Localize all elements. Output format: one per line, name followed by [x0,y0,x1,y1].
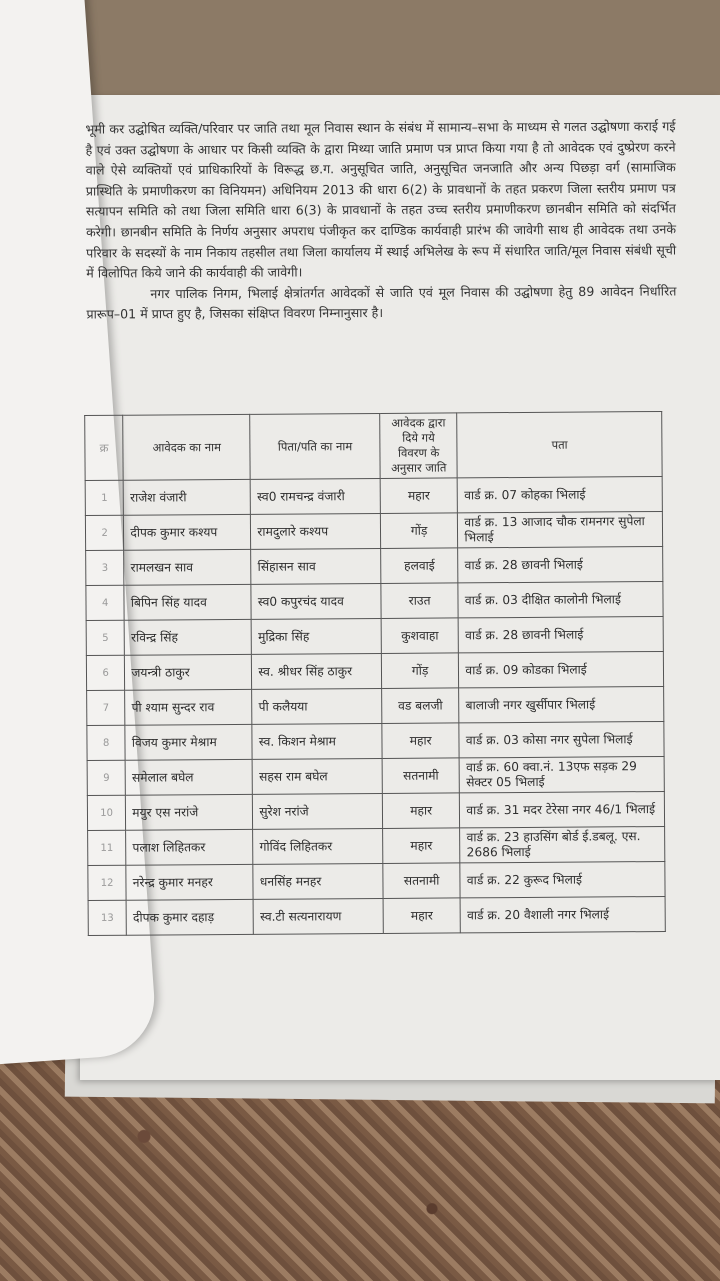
cell-name: जयन्त्री ठाकुर [125,654,252,690]
paragraph-1: भूमी कर उद्घोषित व्यक्ति/परिवार पर जाति तथा मूल निवास स्थान के संबंध में सामान्य–सभा के माध्यम से गलत उद्घोषणा कराई गई है एवं उक्त उद्घोषणा के आधार पर किसी व्यक्ति के द्वारा मिथ्या जाति प्रमाण पत्र प्राप्त किया गया है तो आवेदक एवं दुष्प्रेरण करने वाले ऐसे व्यक्तियों एवं प्राधिकारियों के विरूद्ध छ.ग. अनुसूचित जाति, अनुसूचित जनजाति और अन्य पिछड़ा वर्ग (सामाजिक प्रास्थिति के प्रमाणीकरण का विनियमन) अधिनियम 2013 की धारा 6(2) के प्रावधानों के तहत प्रकरण जिला स्तरीय प्रमाण पत्र सत्यापन समिति को तथा जिला समिति धारा 6(3) के प्रावधानों के तहत उच्च स्तरीय प्रमाणीकरण छानबीन समिति को संदर्भित करेगी। छानबीन समिति के निर्णय अनुसार अपराध पंजीकृत कर दाण्डिक कार्यवाही प्रारंभ की जावेगी साथ ही आवेदक तथा उनके परिवार के सदस्यों के नाम निकाय तहसील तथा जिला कार्यालय में स्थाई अभिलेख के रूप में संधारित जाति/मूल निवास संबंधी सूची में विलोपित किये जाने की कार्यवाही की जावेगी। [85,118,677,281]
cell-sn: 3 [86,550,125,585]
cell-caste: गोंड़ [381,653,459,689]
cell-father: स्व. किशन मेश्राम [252,723,382,759]
cell-name: राजेश वंजारी [123,479,250,515]
cell-caste: महार [382,828,460,864]
cell-name: दीपक कुमार कश्यप [124,514,251,550]
cell-caste: सतनामी [383,863,461,899]
header-address: पता [457,411,662,477]
cell-sn: 13 [88,900,127,935]
cell-address: वार्ड क्र. 09 कोडका भिलाई [459,651,664,687]
cell-name: समेलाल बघेल [125,759,252,795]
cell-caste: वड बलजी [382,688,460,724]
table-row [87,791,664,830]
cell-sn: 1 [85,480,124,515]
cell-address: वार्ड क्र. 60 क्वा.नं. 13एफ सड़क 29 सेक्टर 05 भिलाई [459,756,664,792]
cell-name: विजय कुमार मेश्राम [125,724,252,760]
cell-father: सुरेश नरांजे [253,793,383,829]
header-caste: आवेदक द्वारा दिये गये विवरण के अनुसार जाति [380,413,458,479]
table-row [88,896,665,935]
cell-address: वार्ड क्र. 28 छावनी भिलाई [459,616,664,652]
cell-name: पी श्याम सुन्दर राव [125,689,252,725]
table-row [86,581,663,620]
paragraph-2: नगर पालिक निगम, भिलाई क्षेत्रांतर्गत आवेदकों से जाति एवं मूल निवास की उद्घोषणा हेतु 89 आवेदन निर्धारित प्रारूप–01 में प्राप्त हुए है, जिसका संक्षिप्त विवरण निम्नानुसार है। [86,283,677,322]
table-row [88,826,665,865]
cell-sn: 11 [88,830,127,865]
cell-address: वार्ड क्र. 07 कोहका भिलाई [458,476,663,512]
cell-name: दीपक कुमार दहाड़ [126,899,253,935]
body-text [85,116,676,325]
cell-father: सहस राम बघेल [252,758,382,794]
cell-address: वार्ड क्र. 03 दीक्षित कालोनी भिलाई [458,581,663,617]
cell-sn: 5 [86,620,125,655]
cell-address: वार्ड क्र. 20 वैशाली नगर भिलाई [460,896,665,932]
cell-name: बिपिन सिंह यादव [124,584,251,620]
cell-address: वार्ड क्र. 23 हाउसिंग बोर्ड ई.डबलू. एस. 2686 भिलाई [460,826,665,862]
cell-address: वार्ड क्र. 28 छावनी भिलाई [458,546,663,582]
applicants-table [84,411,666,936]
cell-sn: 4 [86,585,125,620]
cell-sn: 8 [87,725,126,760]
cell-name: नरेन्द्र कुमार मनहर [126,864,253,900]
header-name: आवेदक का नाम [123,414,251,480]
cell-caste: कुशवाहा [381,618,459,654]
cell-name: पलाश लिहितकर [126,829,253,865]
cell-father: मुद्रिका सिंह [252,618,382,654]
cell-father: गोविंद लिहितकर [253,828,383,864]
cell-sn: 9 [87,760,126,795]
cell-name: रविन्द्र सिंह [124,619,251,655]
cell-father: रामदुलारे कश्यप [251,513,381,549]
header-father: पिता/पति का नाम [250,413,380,479]
cell-caste: सतनामी [382,758,460,794]
table-row [85,476,662,515]
cell-father: स्व0 कपुरचंद यादव [251,583,381,619]
cell-address: वार्ड क्र. 03 कोसा नगर सुपेला भिलाई [459,721,664,757]
table-row [86,651,663,690]
cell-sn: 6 [86,655,125,690]
cell-address: वार्ड क्र. 22 कुरूद भिलाई [460,861,665,897]
cell-caste: राउत [381,583,459,619]
cell-sn: 10 [87,795,126,830]
table-row [88,861,665,900]
cell-father: धनसिंह मनहर [253,863,383,899]
cell-father: स्व.टी सत्यनारायण [253,898,383,934]
cell-name: रामलखन साव [124,549,251,585]
cell-father: स्व0 रामचन्द्र वंजारी [251,478,381,514]
cell-sn: 7 [87,690,126,725]
table-row [87,756,664,795]
header-sn: क्र [85,415,124,480]
cell-name: मयुर एस नरांजे [126,794,253,830]
cell-caste: महार [380,478,458,514]
table-row [85,511,662,550]
cell-caste: महार [383,898,461,934]
cell-father: स्व. श्रीधर सिंह ठाकुर [252,653,382,689]
table-row [87,721,664,760]
cell-address: वार्ड क्र. 31 मदर टेरेसा नगर 46/1 भिलाई [460,791,665,827]
cell-sn: 12 [88,865,127,900]
table-header-row [85,411,662,480]
cell-father: सिंहासन साव [251,548,381,584]
cell-caste: हलवाई [381,548,459,584]
cell-father: पी कलैयया [252,688,382,724]
table-row [87,686,664,725]
cell-address: वार्ड क्र. 13 आजाद चौक रामनगर सुपेला भिलाई [458,511,663,547]
cell-caste: महार [382,793,460,829]
table-row [86,546,663,585]
table-row [86,616,663,655]
cell-caste: महार [382,723,460,759]
cell-sn: 2 [85,515,124,550]
cell-caste: गोंड़ [380,513,458,549]
cell-address: बालाजी नगर खुर्सीपार भिलाई [459,686,664,722]
